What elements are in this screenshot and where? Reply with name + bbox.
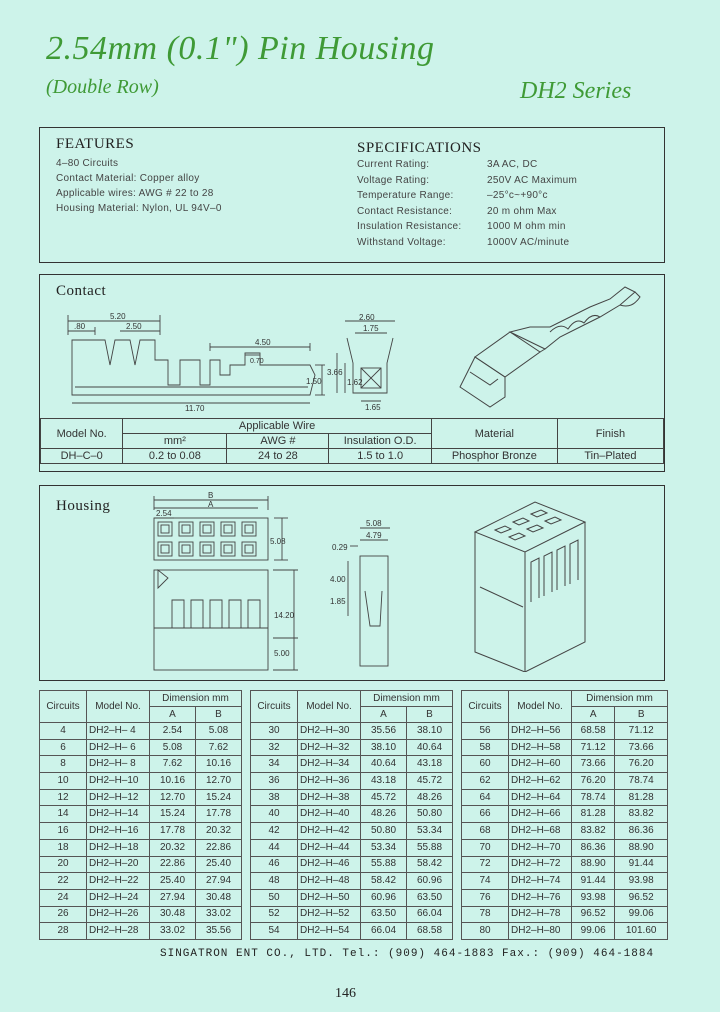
dim-0-70: 0.70 [250,358,264,365]
cell-circuits: 68 [462,823,509,840]
cell-dim-b: 38.10 [407,723,453,740]
col-dimension: Dimension mm [361,691,453,707]
cell-circuits: 32 [251,739,298,756]
series-label: DH2 Series [520,78,632,104]
table-row [462,789,668,806]
table-row [462,739,668,756]
cell-circuits: 34 [251,756,298,773]
table-row [251,889,453,906]
cell-circuits: 24 [40,889,87,906]
cell-dim-b: 58.42 [407,856,453,873]
dim-2-60: 2.60 [359,313,375,322]
col-circuits: Circuits [462,691,509,723]
cell-model-no: DH2–H–52 [298,906,361,923]
cell-dim-a: 58.42 [361,873,407,890]
cell-circuits: 76 [462,889,509,906]
cell-dim-a: 25.40 [150,873,196,890]
dim-2-54: 2.54 [156,509,172,518]
cell-model-no: DH2–H–40 [298,806,361,823]
cell-dim-b: 68.58 [407,923,453,940]
dim-5-00: 5.00 [274,649,290,658]
cell-circuits: 26 [40,906,87,923]
cell-model-no: DH2–H– 6 [87,739,150,756]
table-row [40,723,242,740]
spec-value: 250V AC Maximum [487,174,578,186]
cell-dim-a: 68.58 [572,723,615,740]
cell-model-no: DH2–H– 4 [87,723,150,740]
dimension-table-2 [250,690,453,940]
cell-circuits: 74 [462,873,509,890]
cell-dim-a: 35.56 [361,723,407,740]
table-row [251,856,453,873]
cell-dim-b: 66.04 [407,906,453,923]
cell-model-no: DH2–H–68 [509,823,572,840]
feature-line: Contact Material: Copper alloy [56,173,200,184]
cell-circuits: 8 [40,756,87,773]
cell-circuits: 30 [251,723,298,740]
table-row [251,873,453,890]
col-model-no: Model No. [298,691,361,723]
cell-model-no: DH2–H–24 [87,889,150,906]
cell-dim-b: 78.74 [615,773,668,790]
cell-model-no: DH2–H–60 [509,756,572,773]
dim-14-20: 14.20 [274,611,295,620]
table-row [251,923,453,940]
cell-circuits: 46 [251,856,298,873]
table-row [40,773,242,790]
cell-dim-a: 73.66 [572,756,615,773]
table-row [462,723,668,740]
page-subtitle: (Double Row) [46,76,159,98]
cell-dim-b: 30.48 [196,889,242,906]
cell-dim-a: 71.12 [572,739,615,756]
table-row [251,756,453,773]
table-row [462,856,668,873]
cell-dim-b: 91.44 [615,856,668,873]
table-row [251,723,453,740]
cell-mm2: 0.2 to 0.08 [123,449,227,464]
cell-model-no: DH2–H–70 [509,839,572,856]
spec-value: 20 m ohm Max [487,205,557,217]
cell-dim-a: 43.18 [361,773,407,790]
cell-model-no: DH2–H–76 [509,889,572,906]
contact-side-view-drawing [60,305,330,415]
cell-model-no: DH2–H–64 [509,789,572,806]
col-awg: AWG # [227,434,329,449]
contact-box [39,274,665,472]
cell-dim-a: 78.74 [572,789,615,806]
cell-dim-b: 5.08 [196,723,242,740]
cell-circuits: 80 [462,923,509,940]
cell-model-no: DH2–H–56 [509,723,572,740]
table-row [251,823,453,840]
cell-dim-b: 35.56 [196,923,242,940]
cell-circuits: 64 [462,789,509,806]
table-row [251,773,453,790]
cell-model-no: DH2–H–66 [509,806,572,823]
cell-dim-b: 50.80 [407,806,453,823]
cell-model-no: DH2–H–18 [87,839,150,856]
table-row [40,856,242,873]
contact-front-view-drawing [325,313,405,413]
cell-model-no: DH2–H–34 [298,756,361,773]
spec-label: Insulation Resistance: [357,221,462,232]
cell-model-no: DH2–H–74 [509,873,572,890]
col-model-no: Model No. [509,691,572,723]
feature-line: Housing Material: Nylon, UL 94V–0 [56,203,222,214]
cell-dim-a: 12.70 [150,789,196,806]
table-row [40,839,242,856]
col-a: A [361,707,407,723]
spec-value: 1000V AC/minute [487,236,570,248]
cell-circuits: 10 [40,773,87,790]
col-circuits: Circuits [251,691,298,723]
col-insulation-od: Insulation O.D. [329,434,431,449]
cell-dim-b: 43.18 [407,756,453,773]
cell-dim-a: 50.80 [361,823,407,840]
cell-model-no: DH2–H–78 [509,906,572,923]
cell-dim-b: 86.36 [615,823,668,840]
table-row [40,889,242,906]
dim-3-66: 3.66 [327,368,343,377]
col-material: Material [431,419,557,449]
col-b: B [407,707,453,723]
cell-circuits: 12 [40,789,87,806]
cell-circuits: 40 [251,806,298,823]
cell-circuits: 38 [251,789,298,806]
cell-dim-b: 60.96 [407,873,453,890]
page-title: 2.54mm (0.1") Pin Housing [46,30,435,67]
cell-dim-b: 93.98 [615,873,668,890]
cell-dim-a: 17.78 [150,823,196,840]
table-row [462,806,668,823]
cell-model-no: DH2–H–36 [298,773,361,790]
cell-dim-b: 83.82 [615,806,668,823]
cell-model-no: DH2–H–50 [298,889,361,906]
dim-5-08: 5.08 [270,537,286,546]
col-dimension: Dimension mm [572,691,668,707]
table-row [40,873,242,890]
dimension-table-3 [461,690,668,940]
cell-dim-a: 60.96 [361,889,407,906]
cell-dim-b: 81.28 [615,789,668,806]
cell-dim-a: 10.16 [150,773,196,790]
table-row [251,739,453,756]
dim-1-65: 1.65 [365,403,381,412]
cell-dim-a: 15.24 [150,806,196,823]
cell-dim-b: 99.06 [615,906,668,923]
specifications-heading: SPECIFICATIONS [357,140,482,156]
col-finish: Finish [557,419,663,449]
dim-0-29: 0.29 [332,543,348,552]
cell-circuits: 42 [251,823,298,840]
cell-dim-a: 7.62 [150,756,196,773]
housing-3d-drawing [465,492,605,672]
col-model: Model No. [41,419,123,449]
cell-dim-b: 96.52 [615,889,668,906]
cell-circuits: 50 [251,889,298,906]
dim-A: A [208,500,214,509]
cell-model-no: DH2–H–28 [87,923,150,940]
cell-circuits: 28 [40,923,87,940]
cell-dim-b: 101.60 [615,923,668,940]
col-a: A [150,707,196,723]
dim-1-85: 1.85 [330,597,346,606]
cell-finish: Tin–Plated [557,449,663,464]
cell-dim-a: 33.02 [150,923,196,940]
housing-front-view-drawing [148,488,318,678]
cell-model-no: DH2–H– 8 [87,756,150,773]
housing-heading: Housing [56,498,111,514]
table-row [462,889,668,906]
cell-model-no: DH2–H–72 [509,856,572,873]
col-mm2: mm² [123,434,227,449]
dim-4-79: 4.79 [366,531,382,540]
cell-dim-b: 25.40 [196,856,242,873]
cell-dim-b: 48.26 [407,789,453,806]
cell-circuits: 58 [462,739,509,756]
features-heading: FEATURES [56,136,135,152]
col-b: B [615,707,668,723]
cell-circuits: 72 [462,856,509,873]
dim-B: B [208,491,214,500]
table-row [462,923,668,940]
table-row [251,806,453,823]
dim-4-00: 4.00 [330,575,346,584]
dim-4-50: 4.50 [255,338,271,347]
table-row [462,839,668,856]
cell-dim-a: 99.06 [572,923,615,940]
table-row [251,839,453,856]
contact-heading: Contact [56,283,107,299]
cell-dim-a: 40.64 [361,756,407,773]
cell-dim-b: 27.94 [196,873,242,890]
cell-circuits: 60 [462,756,509,773]
cell-dim-b: 53.34 [407,823,453,840]
table-row [40,806,242,823]
cell-model-no: DH2–H–10 [87,773,150,790]
cell-dim-b: 15.24 [196,789,242,806]
cell-dim-b: 63.50 [407,889,453,906]
cell-model: DH–C–0 [41,449,123,464]
spec-label: Contact Resistance: [357,205,453,217]
page-number: 146 [335,986,356,1001]
dim-5-20: 5.20 [110,312,126,321]
cell-circuits: 56 [462,723,509,740]
cell-model-no: DH2–H–80 [509,923,572,940]
cell-circuits: 62 [462,773,509,790]
contact-3d-drawing [450,277,650,417]
table-row [40,739,242,756]
cell-dim-b: 12.70 [196,773,242,790]
table-row [251,789,453,806]
cell-dim-a: 93.98 [572,889,615,906]
cell-dim-a: 22.86 [150,856,196,873]
col-applicable-wire: Applicable Wire [123,419,431,434]
dim-1-62: 1.62 [347,378,363,387]
col-model-no: Model No. [87,691,150,723]
cell-model-no: DH2–H–58 [509,739,572,756]
dim-1-75: 1.75 [363,324,379,333]
col-circuits: Circuits [40,691,87,723]
cell-dim-a: 81.28 [572,806,615,823]
cell-dim-b: 45.72 [407,773,453,790]
cell-dim-b: 55.88 [407,839,453,856]
cell-dim-a: 91.44 [572,873,615,890]
table-row [462,873,668,890]
table-row [462,756,668,773]
cell-dim-b: 73.66 [615,739,668,756]
spec-label: Current Rating: [357,159,430,170]
cell-model-no: DH2–H–20 [87,856,150,873]
cell-dim-a: 30.48 [150,906,196,923]
cell-circuits: 4 [40,723,87,740]
cell-dim-a: 83.82 [572,823,615,840]
cell-dim-b: 71.12 [615,723,668,740]
cell-dim-a: 20.32 [150,839,196,856]
cell-dim-b: 17.78 [196,806,242,823]
table-row [251,906,453,923]
cell-dim-a: 48.26 [361,806,407,823]
cell-dim-a: 5.08 [150,739,196,756]
cell-od: 1.5 to 1.0 [329,449,431,464]
cell-model-no: DH2–H–38 [298,789,361,806]
cell-dim-a: 76.20 [572,773,615,790]
dimension-table-1 [39,690,242,940]
cell-model-no: DH2–H–44 [298,839,361,856]
cell-model-no: DH2–H–62 [509,773,572,790]
housing-side-view-drawing [330,516,410,676]
cell-circuits: 54 [251,923,298,940]
cell-circuits: 52 [251,906,298,923]
dim-0-80: .80 [74,322,86,331]
spec-value: 3A AC, DC [487,159,538,170]
cell-model-no: DH2–H–46 [298,856,361,873]
cell-model-no: DH2–H–32 [298,739,361,756]
cell-model-no: DH2–H–12 [87,789,150,806]
cell-circuits: 18 [40,839,87,856]
cell-circuits: 20 [40,856,87,873]
cell-dim-a: 86.36 [572,839,615,856]
spec-label: Voltage Rating: [357,174,430,186]
table-row [462,906,668,923]
cell-circuits: 66 [462,806,509,823]
dim-1-50: 1.50 [306,377,322,386]
cell-circuits: 44 [251,839,298,856]
footer-company-info: SINGATRON ENT CO., LTD. Tel.: (909) 464-1883 Fax.: (909) 464-1884 [160,948,655,960]
cell-awg: 24 to 28 [227,449,329,464]
feature-line: 4–80 Circuits [56,158,119,169]
table-row [40,789,242,806]
cell-circuits: 22 [40,873,87,890]
cell-dim-b: 20.32 [196,823,242,840]
cell-circuits: 70 [462,839,509,856]
cell-dim-a: 38.10 [361,739,407,756]
col-b: B [196,707,242,723]
cell-circuits: 36 [251,773,298,790]
spec-label: Temperature Range: [357,190,454,201]
table-row [40,923,242,940]
cell-circuits: 14 [40,806,87,823]
cell-dim-b: 7.62 [196,739,242,756]
cell-dim-a: 27.94 [150,889,196,906]
table-row [40,823,242,840]
cell-dim-a: 2.54 [150,723,196,740]
cell-dim-a: 66.04 [361,923,407,940]
table-row [462,773,668,790]
cell-dim-a: 45.72 [361,789,407,806]
table-row [40,756,242,773]
table-row [462,823,668,840]
cell-dim-b: 10.16 [196,756,242,773]
cell-circuits: 6 [40,739,87,756]
contact-spec-table [40,418,664,464]
cell-model-no: DH2–H–54 [298,923,361,940]
cell-model-no: DH2–H–22 [87,873,150,890]
spec-label: Withstand Voltage: [357,236,446,248]
dim-5-08b: 5.08 [366,519,382,528]
cell-dim-a: 53.34 [361,839,407,856]
cell-dim-b: 40.64 [407,739,453,756]
cell-dim-a: 88.90 [572,856,615,873]
cell-material: Phosphor Bronze [431,449,557,464]
cell-dim-b: 88.90 [615,839,668,856]
col-dimension: Dimension mm [150,691,242,707]
dim-2-50: 2.50 [126,322,142,331]
cell-dim-a: 63.50 [361,906,407,923]
cell-model-no: DH2–H–16 [87,823,150,840]
feature-line: Applicable wires: AWG # 22 to 28 [56,188,214,199]
col-a: A [572,707,615,723]
cell-model-no: DH2–H–14 [87,806,150,823]
cell-model-no: DH2–H–42 [298,823,361,840]
dim-11-70: 11.70 [185,404,205,413]
cell-model-no: DH2–H–48 [298,873,361,890]
cell-circuits: 78 [462,906,509,923]
cell-model-no: DH2–H–30 [298,723,361,740]
cell-dim-b: 22.86 [196,839,242,856]
cell-dim-a: 55.88 [361,856,407,873]
cell-dim-b: 33.02 [196,906,242,923]
spec-value: 1000 M ohm min [487,221,566,232]
cell-dim-b: 76.20 [615,756,668,773]
table-row [40,906,242,923]
cell-model-no: DH2–H–26 [87,906,150,923]
features-specs-box [39,127,665,263]
cell-dim-a: 96.52 [572,906,615,923]
spec-value: –25°c~+90°c [487,190,548,201]
cell-circuits: 48 [251,873,298,890]
cell-circuits: 16 [40,823,87,840]
housing-box [39,485,665,681]
